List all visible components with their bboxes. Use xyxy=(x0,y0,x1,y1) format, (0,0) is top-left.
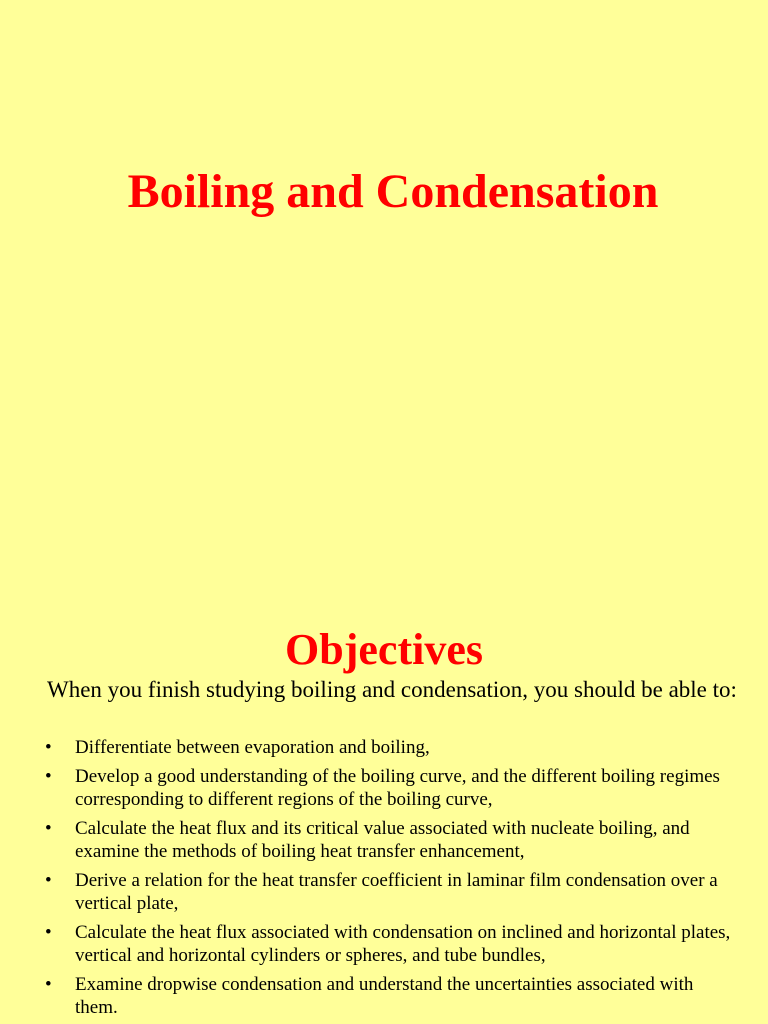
objective-item xyxy=(45,973,735,1019)
objectives-intro: When you finish studying boiling and condensation, you should be able to: xyxy=(47,677,737,702)
bullet-icon: • xyxy=(45,922,52,943)
bullet-icon: • xyxy=(45,974,52,995)
objective-text: Derive a relation for the heat transfer coefficient in laminar film condensation over a vertical plate, xyxy=(75,870,718,914)
objectives-heading: Objectives xyxy=(285,625,483,674)
objective-text: Examine dropwise condensation and understand the uncertainties associated with them. xyxy=(75,974,694,1018)
objective-text: Calculate the heat flux and its critical value associated with nucleate boiling, and examine the methods of boiling heat transfer enhancement, xyxy=(75,818,690,862)
objective-item xyxy=(45,869,735,915)
objective-item xyxy=(45,817,735,863)
objectives-list xyxy=(45,736,735,1024)
bullet-icon: • xyxy=(45,737,52,758)
objective-item xyxy=(45,765,735,811)
bullet-icon: • xyxy=(45,870,52,891)
objective-item xyxy=(45,736,735,759)
objective-text: Differentiate between evaporation and boiling, xyxy=(75,737,430,758)
objectives-slide xyxy=(0,576,768,1024)
bullet-icon: • xyxy=(45,766,52,787)
objective-item xyxy=(45,921,735,967)
bullet-icon: • xyxy=(45,818,52,839)
slide-title: Boiling and Condensation xyxy=(127,165,659,218)
objective-text: Develop a good understanding of the boiling curve, and the different boiling regimes corresponding to different regions of the boiling curve, xyxy=(75,766,720,810)
objective-text: Calculate the heat flux associated with condensation on inclined and horizontal plates, vertical and horizontal cylinders or spheres, and tube bundles, xyxy=(75,922,731,966)
